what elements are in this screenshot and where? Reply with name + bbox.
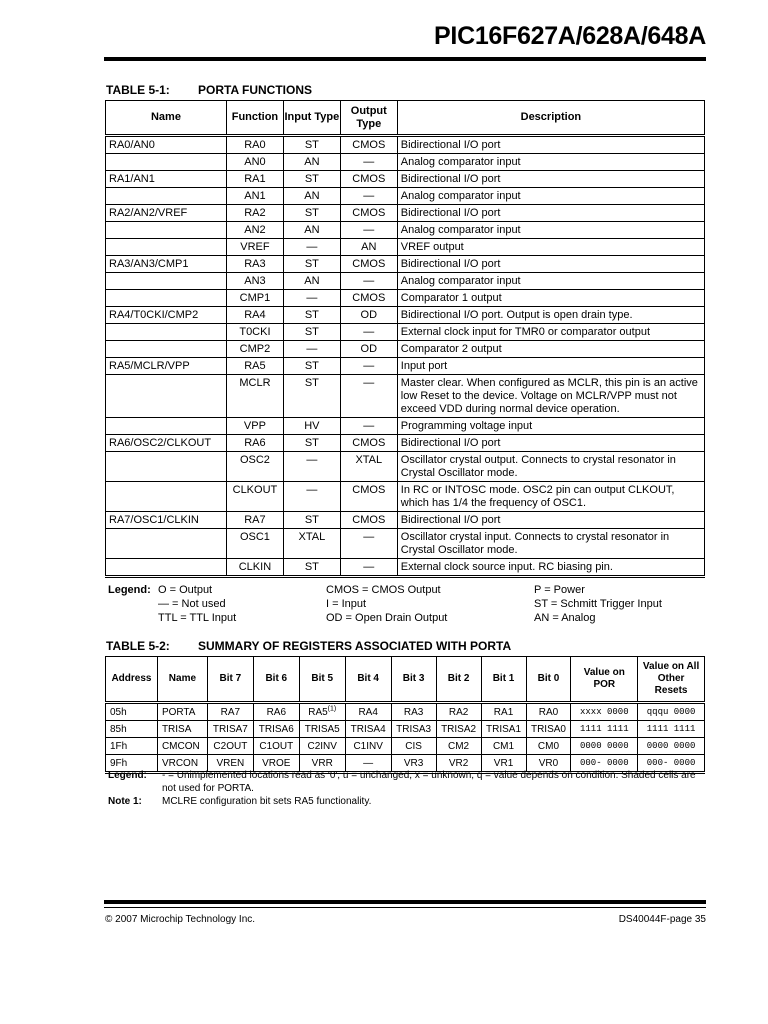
cell-bit5-text: RA5: [308, 707, 328, 718]
table-row: [106, 512, 705, 529]
cell-output-type: AN: [340, 239, 397, 256]
header-name: Name: [106, 101, 227, 136]
cell-function: CMP2: [226, 341, 283, 358]
header-bit0: Bit 0: [526, 657, 571, 703]
cell-output-type: —: [340, 375, 397, 418]
cell-function: RA1: [226, 171, 283, 188]
cell-name: [106, 418, 227, 435]
legend-item: I = Input: [326, 598, 367, 610]
cell-value-por: xxxx 0000: [571, 703, 638, 721]
title-rule: [104, 57, 706, 61]
cell-name: VRCON: [157, 755, 207, 773]
header-value-por: Value on POR: [571, 657, 638, 703]
cell-output-type: —: [340, 418, 397, 435]
cell-bit6: C1OUT: [253, 738, 299, 755]
note1-text: MCLRE configuration bit sets RA5 functionality.: [162, 796, 372, 807]
cell-bit3: VR3: [391, 755, 436, 773]
footer-rule: [104, 900, 706, 904]
cell-output-type: CMOS: [340, 435, 397, 452]
cell-bit0: VR0: [526, 755, 571, 773]
legend-item: P = Power: [534, 584, 585, 596]
cell-name: RA5/MCLR/VPP: [106, 358, 227, 375]
cell-bit3: RA3: [391, 703, 436, 721]
cell-value-por: 1111 1111: [571, 721, 638, 738]
legend1-label: Legend:: [108, 584, 151, 596]
cell-description: Bidirectional I/O port: [397, 136, 704, 154]
cell-address: 1Fh: [106, 738, 158, 755]
cell-name: [106, 482, 227, 512]
table-row: [106, 375, 705, 418]
note1-label: [108, 795, 142, 808]
cell-output-type: CMOS: [340, 482, 397, 512]
note1-label-text: Note 1:: [108, 796, 142, 807]
table-row: [106, 222, 705, 239]
cell-function: AN1: [226, 188, 283, 205]
cell-function: RA7: [226, 512, 283, 529]
cell-description: Comparator 2 output: [397, 341, 704, 358]
cell-output-type: CMOS: [340, 256, 397, 273]
table-row: [106, 154, 705, 171]
table-header-row: [106, 657, 705, 703]
cell-description: Oscillator crystal output. Connects to crystal resonator in Crystal Oscillator mode.: [397, 452, 704, 482]
cell-input-type: ST: [283, 358, 340, 375]
cell-input-type: ST: [283, 307, 340, 324]
cell-function: RA3: [226, 256, 283, 273]
cell-description: Analog comparator input: [397, 273, 704, 290]
header-bit3: Bit 3: [391, 657, 436, 703]
header-input-type: Input Type: [283, 101, 340, 136]
table2-title: SUMMARY OF REGISTERS ASSOCIATED WITH PORTA: [198, 639, 512, 653]
header-bit4: Bit 4: [345, 657, 391, 703]
bit5-label: Bit 5: [311, 673, 334, 684]
cell-output-type: —: [340, 188, 397, 205]
legend1-col2: [326, 583, 447, 625]
cell-function: VPP: [226, 418, 283, 435]
legend1-col1: [158, 583, 236, 625]
cell-output-type: —: [340, 324, 397, 341]
cell-function: RA5: [226, 358, 283, 375]
footer-page-number: DS40044F-page 35: [618, 914, 706, 925]
cell-description: Master clear. When configured as MCLR, this pin is an active low Reset to the device. Voltage on MCLR/VPP must not exceed VDD during normal device operation.: [397, 375, 704, 418]
table-row: [106, 136, 705, 154]
cell-value-other: qqqu 0000: [638, 703, 705, 721]
cell-bit2: TRISA2: [436, 721, 481, 738]
cell-name: [106, 341, 227, 358]
cell-input-type: —: [283, 452, 340, 482]
cell-function: OSC2: [226, 452, 283, 482]
cell-bit1: CM1: [481, 738, 526, 755]
table-row: [106, 721, 705, 738]
header-value-other: Value on All Other Resets: [638, 657, 705, 703]
cell-input-type: —: [283, 290, 340, 307]
cell-input-type: ST: [283, 559, 340, 577]
cell-name: [106, 222, 227, 239]
cell-bit5: VRR: [299, 755, 345, 773]
page-title: PIC16F627A/628A/648A: [434, 22, 706, 50]
header-output-type: Output Type: [340, 101, 397, 136]
legend-item: O = Output: [158, 584, 213, 596]
cell-description: Bidirectional I/O port: [397, 512, 704, 529]
cell-function: AN2: [226, 222, 283, 239]
table-header-row: [106, 101, 705, 136]
cell-bit5: TRISA5: [299, 721, 345, 738]
cell-bit5: C2INV: [299, 738, 345, 755]
cell-function: RA0: [226, 136, 283, 154]
cell-bit4: RA4: [345, 703, 391, 721]
table-row: [106, 171, 705, 188]
cell-value-other: 0000 0000: [638, 738, 705, 755]
legend-item: CMOS = CMOS Output: [326, 584, 441, 596]
cell-name: TRISA: [157, 721, 207, 738]
table-row: [106, 559, 705, 577]
table-row: [106, 358, 705, 375]
table-row: [106, 452, 705, 482]
table-row: [106, 341, 705, 358]
cell-description: Comparator 1 output: [397, 290, 704, 307]
cell-function: RA6: [226, 435, 283, 452]
cell-input-type: ST: [283, 435, 340, 452]
cell-input-type: —: [283, 482, 340, 512]
footer-copyright: © 2007 Microchip Technology Inc.: [105, 914, 256, 925]
cell-name: [106, 559, 227, 577]
cell-name: [106, 375, 227, 418]
cell-bit4: C1INV: [345, 738, 391, 755]
cell-description: Bidirectional I/O port: [397, 171, 704, 188]
header-bit5: [299, 657, 345, 703]
cell-description: Bidirectional I/O port. Output is open drain type.: [397, 307, 704, 324]
cell-value-other: 000- 0000: [638, 755, 705, 773]
header-name: Name: [157, 657, 207, 703]
cell-description: Bidirectional I/O port: [397, 256, 704, 273]
cell-bit7: C2OUT: [207, 738, 253, 755]
cell-bit7: TRISA7: [207, 721, 253, 738]
table-row: [106, 273, 705, 290]
cell-description: Programming voltage input: [397, 418, 704, 435]
cell-output-type: —: [340, 358, 397, 375]
header-description: Description: [397, 101, 704, 136]
cell-description: Analog comparator input: [397, 188, 704, 205]
cell-name: RA0/AN0: [106, 136, 227, 154]
table1-title: PORTA FUNCTIONS: [198, 83, 312, 97]
cell-name: CMCON: [157, 738, 207, 755]
cell-input-type: ST: [283, 171, 340, 188]
legend2-label: [108, 769, 147, 782]
cell-description: External clock source input. RC biasing pin.: [397, 559, 704, 577]
cell-name: [106, 239, 227, 256]
cell-address: 05h: [106, 703, 158, 721]
cell-output-type: —: [340, 529, 397, 559]
legend-item: OD = Open Drain Output: [326, 612, 448, 624]
table1-caption: [106, 83, 312, 97]
cell-bit1: TRISA1: [481, 721, 526, 738]
cell-name: RA4/T0CKI/CMP2: [106, 307, 227, 324]
cell-bit2: VR2: [436, 755, 481, 773]
cell-name: RA7/OSC1/CLKIN: [106, 512, 227, 529]
cell-input-type: ST: [283, 256, 340, 273]
cell-bit7: RA7: [207, 703, 253, 721]
table-row: [106, 435, 705, 452]
header-bit7: Bit 7: [207, 657, 253, 703]
cell-output-type: CMOS: [340, 136, 397, 154]
cell-bit4: —: [345, 755, 391, 773]
cell-bit6: TRISA6: [253, 721, 299, 738]
cell-output-type: —: [340, 154, 397, 171]
cell-function: MCLR: [226, 375, 283, 418]
cell-bit0: CM0: [526, 738, 571, 755]
cell-name: [106, 273, 227, 290]
cell-value-other: 1111 1111: [638, 721, 705, 738]
cell-bit2: RA2: [436, 703, 481, 721]
cell-bit4: TRISA4: [345, 721, 391, 738]
cell-bit7: VREN: [207, 755, 253, 773]
cell-input-type: —: [283, 341, 340, 358]
legend2-label-text: Legend:: [108, 770, 147, 781]
cell-bit6: VROE: [253, 755, 299, 773]
cell-output-type: CMOS: [340, 290, 397, 307]
table-row: [106, 290, 705, 307]
cell-bit3: CIS: [391, 738, 436, 755]
cell-value-por: 000- 0000: [571, 755, 638, 773]
table-row: [106, 239, 705, 256]
table2-caption: [106, 639, 511, 653]
cell-bit1: VR1: [481, 755, 526, 773]
footnote-marker: (1): [327, 705, 337, 713]
porta-functions-table: [105, 100, 705, 578]
legend-item: TTL = TTL Input: [158, 612, 237, 624]
cell-input-type: —: [283, 239, 340, 256]
table1-number: TABLE 5-1:: [106, 83, 170, 97]
table-row: [106, 205, 705, 222]
cell-bit3: TRISA3: [391, 721, 436, 738]
table-row: [106, 418, 705, 435]
table-row: [106, 256, 705, 273]
table-row: [106, 324, 705, 341]
cell-bit5: [299, 703, 345, 721]
cell-input-type: HV: [283, 418, 340, 435]
cell-output-type: CMOS: [340, 205, 397, 222]
cell-bit1: RA1: [481, 703, 526, 721]
header-address: Address: [106, 657, 158, 703]
cell-name: [106, 290, 227, 307]
cell-name: [106, 188, 227, 205]
cell-output-type: OD: [340, 341, 397, 358]
cell-function: VREF: [226, 239, 283, 256]
cell-function: CLKOUT: [226, 482, 283, 512]
cell-function: AN3: [226, 273, 283, 290]
cell-input-type: ST: [283, 324, 340, 341]
header-function: Function: [226, 101, 283, 136]
cell-input-type: ST: [283, 205, 340, 222]
cell-description: In RC or INTOSC mode. OSC2 pin can output CLKOUT, which has 1/4 the frequency of OSC1.: [397, 482, 704, 512]
header-bit6: Bit 6: [253, 657, 299, 703]
cell-description: Bidirectional I/O port: [397, 435, 704, 452]
cell-input-type: AN: [283, 188, 340, 205]
cell-value-por: 0000 0000: [571, 738, 638, 755]
table2-number: TABLE 5-2:: [106, 639, 170, 653]
legend1-col3: [534, 583, 662, 625]
cell-output-type: —: [340, 559, 397, 577]
cell-input-type: XTAL: [283, 529, 340, 559]
cell-description: VREF output: [397, 239, 704, 256]
cell-bit0: TRISA0: [526, 721, 571, 738]
legend1: [108, 583, 151, 597]
cell-name: RA1/AN1: [106, 171, 227, 188]
footer-rule-thin: [104, 907, 706, 908]
cell-name: RA2/AN2/VREF: [106, 205, 227, 222]
table-row: [106, 307, 705, 324]
legend2-text: - = Unimplemented locations read as '0', u = unchanged, x = unknown, q = value depends on condition. Shaded cells are not used for PORTA.: [162, 770, 696, 794]
table-row: [106, 188, 705, 205]
cell-output-type: OD: [340, 307, 397, 324]
table-row: [106, 482, 705, 512]
cell-name: RA3/AN3/CMP1: [106, 256, 227, 273]
legend-item: AN = Analog: [534, 612, 596, 624]
cell-output-type: CMOS: [340, 512, 397, 529]
cell-description: Input port: [397, 358, 704, 375]
cell-function: CMP1: [226, 290, 283, 307]
cell-output-type: —: [340, 222, 397, 239]
cell-bit6: RA6: [253, 703, 299, 721]
cell-name: [106, 154, 227, 171]
cell-description: Oscillator crystal input. Connects to crystal resonator in Crystal Oscillator mode.: [397, 529, 704, 559]
header-bit1: Bit 1: [481, 657, 526, 703]
cell-description: Analog comparator input: [397, 222, 704, 239]
cell-output-type: XTAL: [340, 452, 397, 482]
cell-output-type: —: [340, 273, 397, 290]
legend-item: ST = Schmitt Trigger Input: [534, 598, 662, 610]
cell-bit0: RA0: [526, 703, 571, 721]
cell-function: AN0: [226, 154, 283, 171]
cell-function: T0CKI: [226, 324, 283, 341]
cell-bit2: CM2: [436, 738, 481, 755]
cell-input-type: AN: [283, 273, 340, 290]
cell-address: 9Fh: [106, 755, 158, 773]
table-row: [106, 703, 705, 721]
cell-function: OSC1: [226, 529, 283, 559]
cell-input-type: AN: [283, 222, 340, 239]
cell-name: [106, 529, 227, 559]
cell-description: External clock input for TMR0 or comparator output: [397, 324, 704, 341]
legend-item: — = Not used: [158, 598, 226, 610]
header-bit2: Bit 2: [436, 657, 481, 703]
cell-input-type: ST: [283, 136, 340, 154]
cell-name: PORTA: [157, 703, 207, 721]
porta-registers-table: [105, 656, 705, 774]
cell-output-type: CMOS: [340, 171, 397, 188]
table-row: [106, 738, 705, 755]
cell-name: [106, 452, 227, 482]
cell-description: Bidirectional I/O port: [397, 205, 704, 222]
cell-name: RA6/OSC2/CLKOUT: [106, 435, 227, 452]
table-row: [106, 529, 705, 559]
cell-description: Analog comparator input: [397, 154, 704, 171]
cell-input-type: ST: [283, 375, 340, 418]
cell-input-type: ST: [283, 512, 340, 529]
cell-function: CLKIN: [226, 559, 283, 577]
cell-input-type: AN: [283, 154, 340, 171]
cell-function: RA4: [226, 307, 283, 324]
cell-address: 85h: [106, 721, 158, 738]
cell-function: RA2: [226, 205, 283, 222]
cell-name: [106, 324, 227, 341]
